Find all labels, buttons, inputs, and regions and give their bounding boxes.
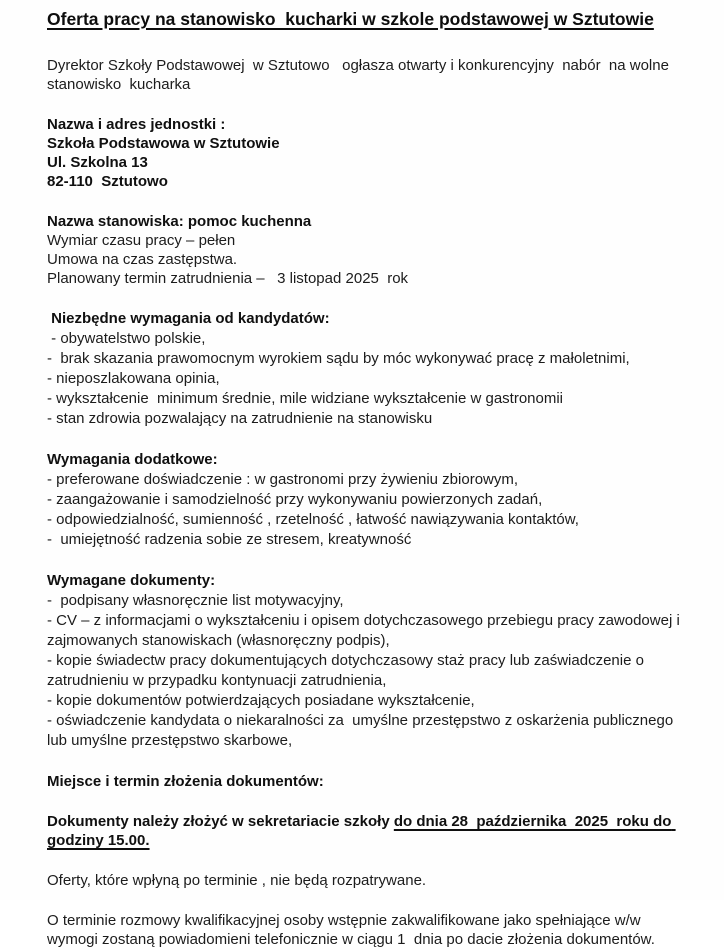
- document-item: - CV – z informacjami o wykształceniu i opisem dotychczasowego przebiegu pracy zawodowej i zajmowanych stanowiskach (własnoręczny podpis),: [47, 612, 684, 649]
- deadline-paragraph: [47, 812, 692, 850]
- requirement-item: - obywatelstwo polskie,: [47, 330, 206, 347]
- requirement-item: - brak skazania prawomocnym wyrokiem sądu by móc wykonywać pracę z małoletnimi,: [47, 350, 630, 367]
- unit-city: 82-110 Sztutowo: [47, 173, 168, 190]
- position-contract: Umowa na czas zastępstwa.: [47, 251, 238, 268]
- submission-heading: Miejsce i termin złożenia dokumentów:: [47, 773, 324, 790]
- unit-heading: Nazwa i adres jednostki :: [47, 116, 226, 133]
- document-item: - kopie świadectw pracy dokumentujących dotychczasowy staż pracy lub zaświadczenie o zatrudnieniu w przypadku kontynuacji zatrudnienia,: [47, 652, 649, 689]
- additional-requirement-item: - odpowiedzialność, sumienność , rzetelność , łatwość nawiązywania kontaktów,: [47, 511, 579, 528]
- documents-heading: Wymagane dokumenty:: [47, 572, 216, 589]
- interview-paragraph: O terminie rozmowy kwalifikacyjnej osoby wstępnie zakwalifikowane jako spełniające w/w wymogi zostaną powiadomieni telefonicznie w ciągu 1 dnia po dacie złożenia dokumentów.: [47, 912, 655, 948]
- additional-requirements-heading: Wymagania dodatkowe:: [47, 451, 218, 468]
- requirement-item: - wykształcenie minimum średnie, mile widziane wykształcenie w gastronomii: [47, 390, 564, 407]
- additional-requirements-section: [47, 450, 692, 550]
- additional-requirement-item: - preferowane doświadczenie : w gastronomi przy żywieniu zbiorowym,: [47, 471, 519, 488]
- deadline-section: [47, 812, 692, 850]
- unit-name: Szkoła Podstawowa w Sztutowie: [47, 135, 280, 152]
- document-item: - podpisany własnoręcznie list motywacyjny,: [47, 592, 344, 609]
- intro-paragraph: Dyrektor Szkoły Podstawowej w Sztutowo ogłasza otwarty i konkurencyjny nabór na wolne stanowisko kucharka: [47, 57, 674, 93]
- position-heading: Nazwa stanowiska: pomoc kuchenna: [47, 213, 312, 230]
- intro-section: [47, 56, 692, 94]
- unit-section: [47, 115, 692, 191]
- interview-section: [47, 911, 692, 949]
- unit-street: Ul. Szkolna 13: [47, 154, 148, 171]
- position-work-time: Wymiar czasu pracy – pełen: [47, 232, 236, 249]
- position-section: [47, 212, 692, 288]
- deadline-prefix: Dokumenty należy złożyć w sekretariacie szkoły: [47, 813, 394, 830]
- additional-requirement-item: - zaangażowanie i samodzielność przy wykonywaniu powierzonych zadań,: [47, 491, 543, 508]
- additional-requirement-item: - umiejętność radzenia sobie ze stresem, kreatywność: [47, 531, 412, 548]
- requirement-item: - stan zdrowia pozwalający na zatrudnienie na stanowisku: [47, 410, 433, 427]
- late-offers-section: [47, 871, 692, 890]
- document-item: - kopie dokumentów potwierdzających posiadane wykształcenie,: [47, 692, 475, 709]
- requirements-heading: Niezbędne wymagania od kandydatów:: [47, 310, 330, 327]
- position-start-date: Planowany termin zatrudnienia – 3 listopad 2025 rok: [47, 270, 409, 287]
- requirement-item: - nieposzlakowana opinia,: [47, 370, 220, 387]
- document-item: - oświadczenie kandydata o niekaralności za umyślne przestępstwo z oskarżenia publicznego lub umyślne przestępstwo skarbowe,: [47, 712, 678, 749]
- submission-section: [47, 772, 692, 791]
- documents-section: [47, 571, 692, 751]
- deadline-date: do dnia 28 października 2025 roku do godziny 15.00.: [47, 813, 676, 849]
- late-offers-paragraph: Oferty, które wpłyną po terminie , nie będą rozpatrywane.: [47, 872, 427, 889]
- document-title: Oferta pracy na stanowisko kucharki w szkole podstawowej w Sztutowie: [47, 9, 654, 29]
- requirements-section: [47, 309, 692, 429]
